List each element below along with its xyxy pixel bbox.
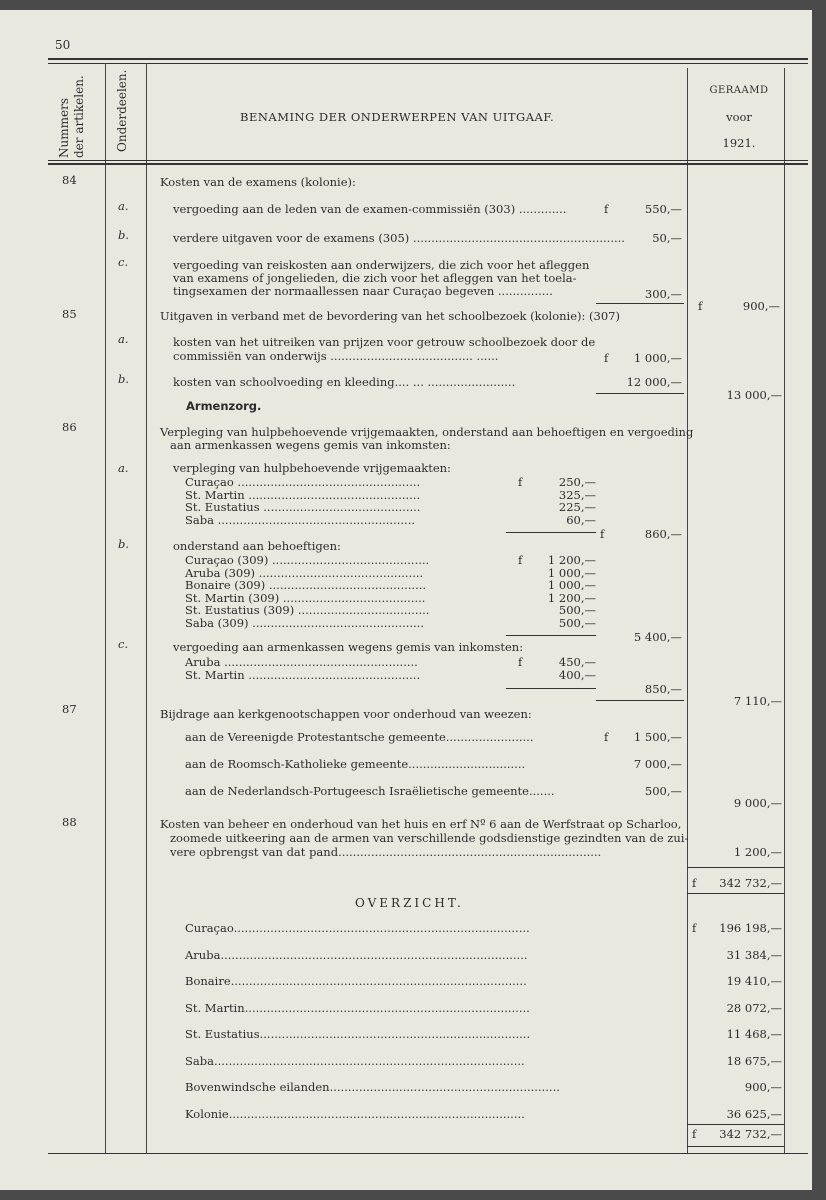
overzicht-row-value: 36 625,— xyxy=(726,1106,782,1121)
overzicht-row-value: 900,— xyxy=(744,1080,782,1094)
art87-row-label: aan de Vereenigde Protestantsche gemeente........................ xyxy=(185,730,534,744)
bottom-rule xyxy=(48,1153,808,1154)
overzicht-row-label: Kolonie................................................................................. xyxy=(185,1106,525,1121)
art86-b-row-value: 1 000,— xyxy=(547,565,596,580)
header-nummers: Nummers der artikelen. xyxy=(57,75,86,158)
art88-total: 1 200,— xyxy=(733,845,782,859)
art84-c-text1: vergoeding van reiskosten aan onderwijzers, die zich voor het afleggen xyxy=(173,258,590,272)
art84-c-text3: tingsexamen der normaallessen naar Curaçao begeven xyxy=(173,284,495,298)
overzicht-total-rule xyxy=(687,1124,784,1125)
art85-b-value: 12 000,— xyxy=(626,375,682,389)
overzicht-row-label: Bovenwindsche eilanden............................................................... xyxy=(185,1080,560,1094)
art86-c-row-label: Aruba ..................................................... xyxy=(185,655,418,669)
art86-b-row-value: 1 000,— xyxy=(547,578,596,592)
art86-c-total: 850,— xyxy=(644,682,682,696)
overzicht-row-value: 196 198,— xyxy=(719,921,782,935)
overzicht-title: OVERZICHT. xyxy=(355,896,464,910)
art84-b-value: 50,— xyxy=(652,231,682,245)
article-number-86: 86 xyxy=(62,420,77,434)
art88-text2: zoomede uitkeering aan de armen van verschillende godsdienstige gezindten van de zui- xyxy=(170,831,689,845)
art86-b-total: 5 400,— xyxy=(633,630,682,644)
col-divider-2 xyxy=(146,63,147,1153)
art84-total: 900,— xyxy=(742,299,780,313)
header-onderdeelen: Onderdeelen. xyxy=(115,69,129,152)
art85-a-value: 1 000,— xyxy=(633,351,682,365)
art86-b-row-f: f xyxy=(518,553,523,567)
art86-a-total: 860,— xyxy=(644,527,682,541)
overzicht-total-f: f xyxy=(692,1127,697,1141)
grand-total-rule xyxy=(687,867,784,868)
art86-title2: aan armenkassen wegens gemis van inkomsten: xyxy=(170,438,451,452)
overzicht-row-value: 19 410,— xyxy=(726,974,782,988)
art86-c-text: vergoeding aan armenkassen wegens gemis van inkomsten: xyxy=(173,640,524,654)
art85-a-text2: commissiën van onderwijs xyxy=(173,349,327,363)
art86-c-row-value: 450,— xyxy=(558,655,596,669)
grand-total-rule-bottom xyxy=(687,893,784,894)
art84-c-text2: van examens of jongelieden, die zich voor het afleggen van het toela- xyxy=(173,271,577,285)
overzicht-row-label: Saba..................................................................................... xyxy=(185,1053,525,1068)
overzicht-row-label: Aruba.................................................................................... xyxy=(185,947,528,962)
art85-title: Uitgaven in verband met de bevordering van het schoolbezoek (kolonie): (307) xyxy=(160,309,620,323)
col-divider-3 xyxy=(687,68,688,1153)
art86-b-row-value: 500,— xyxy=(558,615,596,630)
art85-a-letter: a. xyxy=(118,332,129,346)
overzicht-row-label: St. Eustatius.......................................................................... xyxy=(185,1027,531,1041)
art86-b-row-label: Bonaire (309) ........................................... xyxy=(185,578,427,592)
section-armenzorg: Armenzorg. xyxy=(186,399,262,413)
overzicht-row-value: 11 468,— xyxy=(726,1027,782,1041)
art86-c-row-f: f xyxy=(518,655,523,669)
art86-a-row-value: 60,— xyxy=(566,512,596,527)
overzicht-row-value: 18 675,— xyxy=(726,1053,782,1068)
header-voor: voor xyxy=(726,110,752,124)
art85-a-text1: kosten van het uitreiken van prijzen voor getrouw schoolbezoek door de xyxy=(173,335,596,349)
art86-c-letter: c. xyxy=(118,637,129,651)
article-number-87: 87 xyxy=(62,702,77,716)
art85-sum-rule xyxy=(596,393,684,394)
art84-a-letter: a. xyxy=(118,199,129,213)
art87-row-value: 500,— xyxy=(644,784,682,798)
article-number-84: 84 xyxy=(62,173,77,187)
art86-b-row-label: St. Martin (309) ....................................... xyxy=(185,590,426,605)
art86-b-row-value: 500,— xyxy=(558,603,596,617)
overzicht-row-value: 28 072,— xyxy=(726,1000,782,1015)
art86-a-row-label: Saba ...................................................... xyxy=(185,512,416,527)
overzicht-row-label: St. Martin.............................................................................. xyxy=(185,1000,530,1015)
art87-row-f: f xyxy=(604,730,609,744)
art86-b-row-label: Curaçao (309) ........................................... xyxy=(185,553,430,567)
art86-a-row-label: Curaçao .................................................. xyxy=(185,475,421,489)
art84-sum-rule xyxy=(596,303,684,304)
grand-total-f: f xyxy=(692,876,697,890)
article-number-85: 85 xyxy=(62,307,77,321)
art87-row-label: aan de Roomsch-Katholieke gemeente................................ xyxy=(185,757,526,771)
col-divider-1 xyxy=(105,63,106,1153)
top-rule-thin xyxy=(48,63,808,64)
art86-c-row-value: 400,— xyxy=(558,667,596,682)
header-rule xyxy=(48,160,808,161)
art86-a-letter: a. xyxy=(118,461,129,475)
art84-a-f: f xyxy=(604,202,609,216)
document-page: 50 Nummers der artikelen. Onderdeelen. BENAMING DER ONDERWERPEN VAN UITGAAF. GERAAMD voor 1921. 84 Kosten van de examens (kolonie): a. vergoeding aan de leden van de examen-commissiën (303) ............. f 550,— b. verdere uitgaven voor de examens (305) .......................................................... 50,— c. vergoeding van reiskosten aan onderwijzers, die zich voor het afleggen van examens of jongelieden, die zich voor het afleggen van het toela- tingsexamen der normaallessen naar Curaçao begeven ............... 300,— f 900,— 85 Uitgaven in verband met de bevordering van het schoolbezoek (kolonie): (307) a. kosten van het uitreiken van prijzen voor getrouw schoolbezoek door de commissiën van onderwijs ....................................... ...... f 1 000,— b. kosten van schoolvoeding en kleeding.... ... ........................ 12 000,— 13 000,— Armenzorg. 86 Verpleging van hulpbehoevende vrijgemaakten, onderstand aan behoeftigen en vergoeding aan armenkassen wegens gemis van inkomsten: a. verpleging van hulpbehoevende vrijgemaakten: Curaçao .................................................. f 250,— St. Martin ............................................... 325,— St. Eustatius ........................................... 225,— Saba ...................................................... 60,— f 860,— b. onderstand aan behoeftigen: Curaçao (309) ........................................... f 1 200,— Aruba (309) ............................................. 1 000,— Bonaire (309) ........................................... 1 000,— St. Martin (309) ....................................... 1 200,— St. Eustatius (309) .................................... 500,— Saba (309) ............................................... 500,— 5 400,— c. vergoeding aan armenkassen wegens gemis van inkomsten: Aruba ..................................................... f 450,— St. Martin ............................................... 400,— 850,— 7 110,— 87 Bijdrage aan kerkgenootschappen voor onderhoud van weezen: aan de Vereenigde Protestantsche gemeente........................ f 1 500,— aan de Roomsch-Katholieke gemeente................................ 7 000,— aan de Nederlandsch-Portugeesch Israëlietische gemeente....... 500,— 9 000,— 88 Kosten van beheer en onderhoud van het huis en erf Nº 6 aan de Werfstraat op Scharloo, zoomede uitkeering aan de armen van verschillende godsdienstige gezindten van de zui- vere opbrengst van dat pand........................................................................ 1 200,— f 342 732,— OVERZICHT. Curaçao................................................................................. f 196 198,— Aruba.................................................................................... 31 384,— Bonaire................................................................................. 19 410,— St. Martin.............................................................................. 28 072,— St. Eustatius.......................................................................... 11 468,— Saba..................................................................................... 18 675,— Bovenwindsche eilanden............................................................... 900,— Kolonie................................................................................. 36 625,— f 342 732,— xyxy=(0,10,812,1190)
art84-a-value: 550,— xyxy=(644,202,682,216)
art86-b-text: onderstand aan behoeftigen: xyxy=(173,539,341,553)
art86-c-sum-rule xyxy=(506,688,596,689)
overzicht-row-value: 31 384,— xyxy=(726,947,782,962)
art86-a-text: verpleging van hulpbehoevende vrijgemaakten: xyxy=(173,461,451,475)
art86-a-row-label: St. Eustatius ........................................... xyxy=(185,500,421,514)
art86-total: 7 110,— xyxy=(733,694,782,708)
article-number-88: 88 xyxy=(62,815,77,829)
art88-text3: vere opbrengst van dat pand xyxy=(170,845,339,859)
art86-b-row-value: 1 200,— xyxy=(547,553,596,567)
art87-row-value: 1 500,— xyxy=(633,730,682,744)
art86-a-sum-rule xyxy=(506,532,596,533)
art86-b-row-value: 1 200,— xyxy=(547,590,596,605)
top-rule xyxy=(48,58,808,60)
art86-a-row-label: St. Martin ............................................... xyxy=(185,487,421,502)
overzicht-row-f: f xyxy=(692,921,697,935)
overzicht-total: 342 732,— xyxy=(719,1127,782,1141)
page-number: 50 xyxy=(55,38,71,52)
art85-b-letter: b. xyxy=(118,372,130,386)
art84-c-value: 300,— xyxy=(644,287,682,301)
header-geraamd: GERAAMD xyxy=(709,85,769,96)
art88-text1: Kosten van beheer en onderhoud van het huis en erf Nº 6 aan de Werfstraat op Scharloo, xyxy=(160,817,682,831)
art87-title: Bijdrage aan kerkgenootschappen voor onderhoud van weezen: xyxy=(160,707,532,721)
overzicht-row-label: Bonaire................................................................................. xyxy=(185,974,527,988)
art85-total: 13 000,— xyxy=(726,388,782,402)
art87-total: 9 000,— xyxy=(733,796,782,810)
header-year: 1921. xyxy=(722,136,756,150)
art86-b-sum-rule xyxy=(506,635,596,636)
art84-total-f: f xyxy=(698,299,703,313)
art86-a-row-f: f xyxy=(518,475,523,489)
art87-row-value: 7 000,— xyxy=(633,757,682,771)
art84-b-letter: b. xyxy=(118,228,130,242)
art86-b-row-label: St. Eustatius (309) .................................... xyxy=(185,603,430,617)
art86-a-row-value: 250,— xyxy=(558,475,596,489)
art86-a-row-value: 225,— xyxy=(558,500,596,514)
art84-c-letter: c. xyxy=(118,255,129,269)
art86-title1: Verpleging van hulpbehoevende vrijgemaakten, onderstand aan behoeftigen en vergoeding xyxy=(160,425,694,439)
art86-a-row-value: 325,— xyxy=(558,487,596,502)
art86-b-row-label: Saba (309) ............................................... xyxy=(185,615,424,630)
art86-c-row-label: St. Martin ............................................... xyxy=(185,667,421,682)
art85-a-f: f xyxy=(604,351,609,365)
col-divider-4 xyxy=(784,68,785,1153)
art84-b-text: verdere uitgaven voor de examens (305) .......................................................... xyxy=(173,231,625,245)
art86-b-letter: b. xyxy=(118,537,130,551)
art84-a-text: vergoeding aan de leden van de examen-commissiën (303) ............. xyxy=(173,202,567,216)
art86-b-row-label: Aruba (309) ............................................. xyxy=(185,565,424,580)
grand-total: 342 732,— xyxy=(719,876,782,890)
header-rule-thick xyxy=(48,163,808,165)
art86-sum-rule xyxy=(596,700,684,701)
art84-title: Kosten van de examens (kolonie): xyxy=(160,175,356,189)
art85-b-text: kosten van schoolvoeding en kleeding xyxy=(173,375,395,389)
art86-a-f: f xyxy=(600,527,605,541)
art87-row-label: aan de Nederlandsch-Portugeesch Israëlietische gemeente....... xyxy=(185,784,555,798)
header-benaming: BENAMING DER ONDERWERPEN VAN UITGAAF. xyxy=(240,110,555,124)
overzicht-total-rule-bottom xyxy=(687,1146,784,1147)
overzicht-row-label: Curaçao................................................................................. xyxy=(185,921,530,935)
